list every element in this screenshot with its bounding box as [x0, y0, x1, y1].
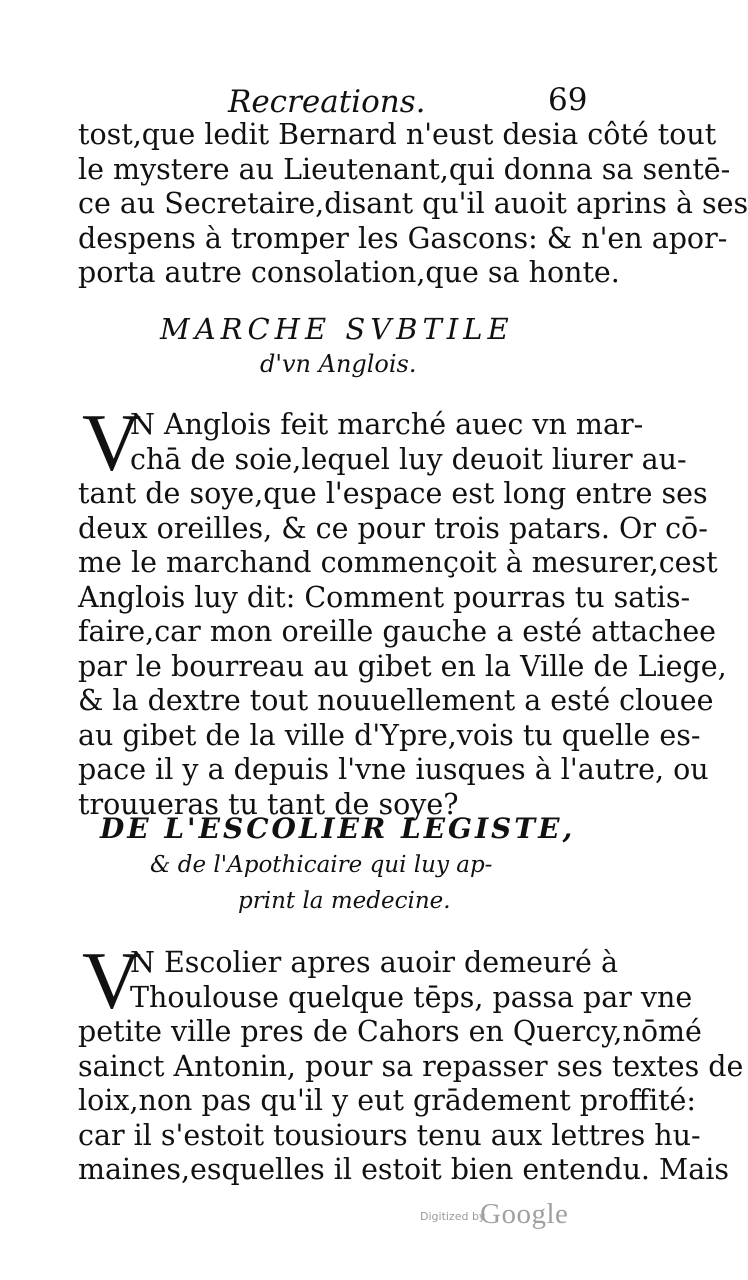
section-heading: MARCHE SVBTILE	[160, 312, 514, 346]
text-line: Anglois luy dit: Comment pourras tu satis-	[78, 580, 691, 614]
text-line: trouueras tu tant de soye?	[78, 787, 459, 821]
text-line: deux oreilles, & ce pour trois patars. Or cō-	[78, 511, 708, 545]
text-line: N Anglois feit marché auec vn mar-	[130, 408, 644, 441]
text-line: sainct Antonin, pour sa repasser ses textes de	[78, 1049, 744, 1083]
text-line: chā de soie,lequel luy deuoit liurer au-	[130, 442, 687, 476]
text-line: me le marchand commençoit à mesurer,cest	[78, 546, 718, 579]
text-line: tant de soye,que l'espace est long entre ses	[78, 477, 708, 510]
text-line: car il s'estoit tousiours tenu aux lettres hu-	[78, 1118, 701, 1152]
section-heading: DE L'ESCOLIER LEGISTE,	[100, 812, 576, 845]
text-line: tost,que ledit Bernard n'eust desia côté tout	[78, 118, 717, 151]
text-line: despens à tromper les Gascons: & n'en apor-	[78, 221, 728, 255]
digitized-label: Digitized by	[420, 1210, 486, 1223]
text-line: au gibet de la ville d'Ypre,vois tu quelle es-	[78, 718, 701, 752]
section-subheading: print la medecine.	[238, 888, 451, 914]
drop-cap: V	[82, 935, 142, 1026]
section-paragraph	[78, 408, 727, 822]
running-head-title: Recreations.	[228, 84, 426, 120]
text-line: petite ville pres de Cahors en Quercy,nōmé	[78, 1015, 702, 1048]
text-line: & la dextre tout nouuellement a esté clouee	[78, 684, 714, 717]
section-subheading: & de l'Apothicaire qui luy ap-	[150, 852, 493, 878]
text-line: porta autre consolation,que sa honte.	[78, 256, 620, 289]
text-line: faire,car mon oreille gauche a esté attachee	[78, 615, 717, 648]
text-line: N Escolier apres auoir demeuré à	[130, 946, 618, 979]
text-line: loix,non pas qu'il y eut grādement proffité:	[78, 1084, 697, 1117]
text-line: par le bourreau au gibet en la Ville de Liege,	[78, 649, 727, 683]
text-line: maines,esquelles il estoit bien entendu. Mais	[78, 1153, 729, 1186]
drop-cap: V	[82, 397, 142, 488]
section-paragraph	[78, 946, 744, 1188]
section-subheading: d'vn Anglois.	[260, 350, 417, 378]
paragraph-continued	[78, 118, 748, 291]
google-watermark: Google	[480, 1198, 569, 1230]
page-number: 69	[548, 82, 588, 118]
text-line: le mystere au Lieutenant,qui donna sa sentē-	[78, 152, 731, 186]
text-line: Thoulouse quelque tēps, passa par vne	[130, 980, 693, 1014]
text-line: pace il y a depuis l'vne iusques à l'autre, ou	[78, 753, 709, 786]
text-line: ce au Secretaire,disant qu'il auoit aprins à ses	[78, 187, 748, 220]
